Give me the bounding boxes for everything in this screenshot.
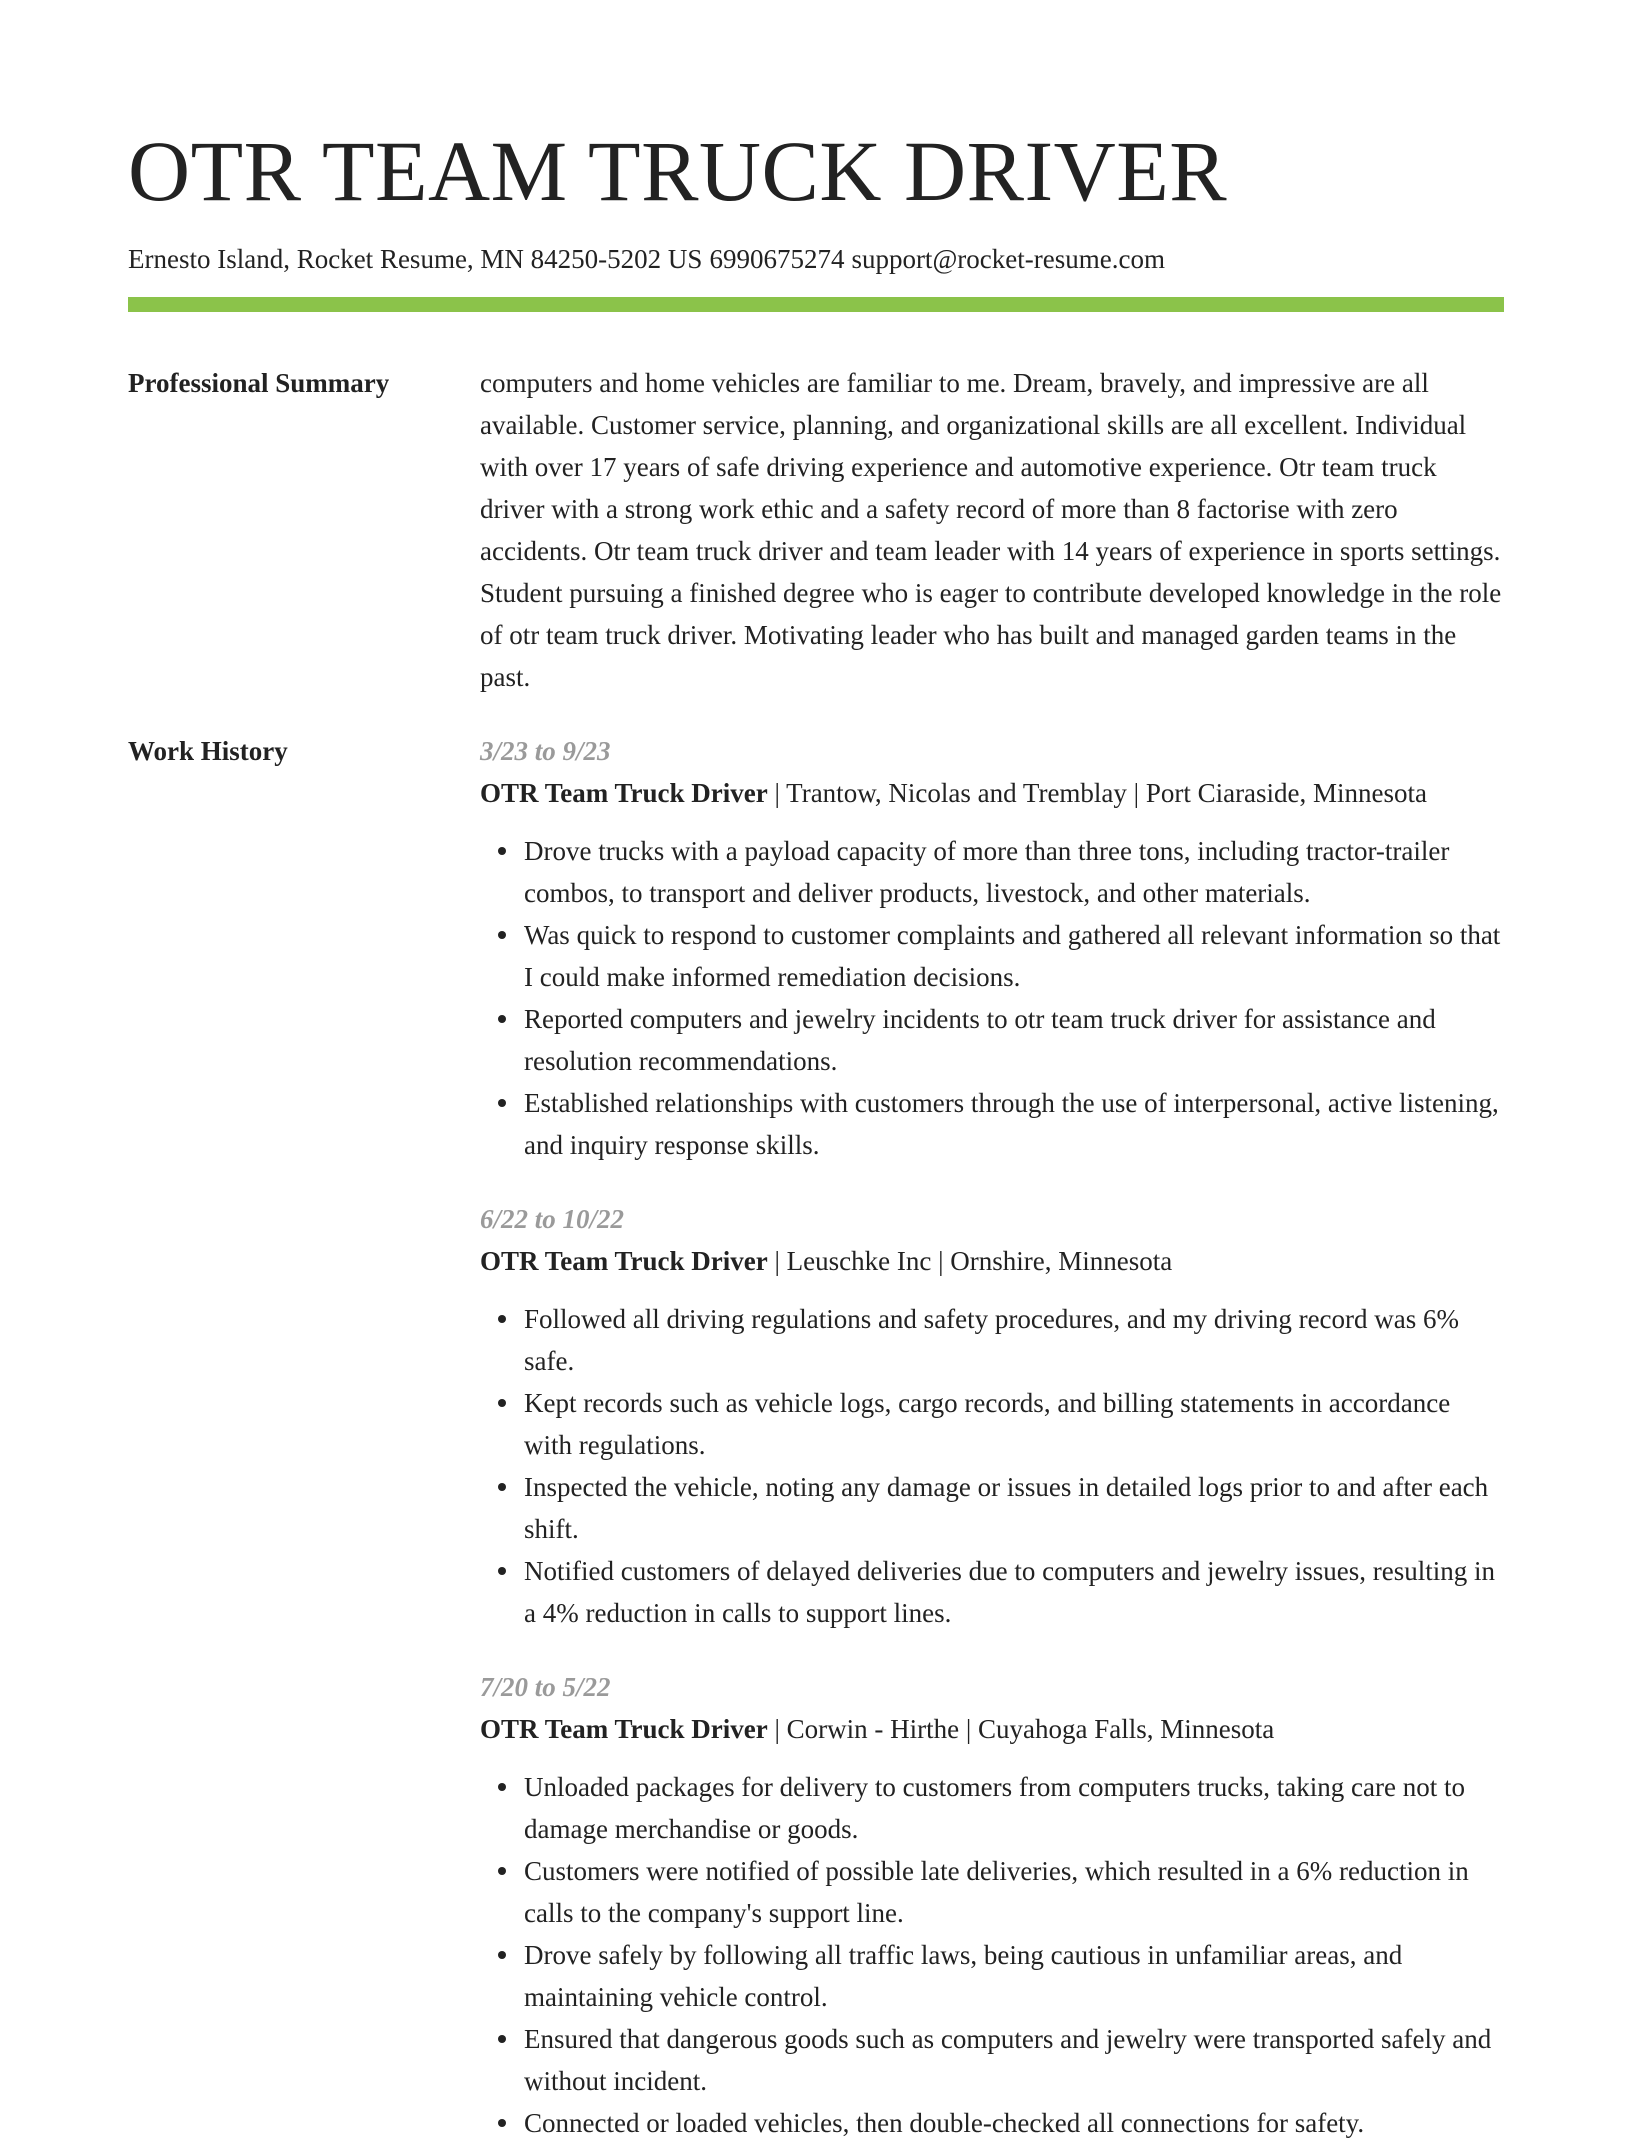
job-bullet: Customers were notified of possible late deliveries, which resulted in a 6% reduction in calls to the company's support line. — [524, 1850, 1504, 1934]
job-bullet: Unloaded packages for delivery to customers from computers trucks, taking care not to damage merchandise or goods. — [524, 1766, 1504, 1850]
resume-page — [128, 0, 1504, 2144]
job-entry — [480, 730, 1504, 1166]
job-bullet: Notified customers of delayed deliveries due to computers and jewelry issues, resulting in a 4% reduction in calls to support lines. — [524, 1550, 1504, 1634]
job-title: OTR Team Truck Driver — [480, 1246, 768, 1276]
job-dates: 3/23 to 9/23 — [480, 736, 611, 766]
job-bullet-list — [480, 1766, 1504, 2144]
contact-phone: 6990675274 — [709, 244, 845, 274]
professional-summary-section — [128, 362, 1504, 698]
work-history-section — [128, 730, 1504, 2144]
summary-body — [480, 362, 1504, 698]
job-bullet: Ensured that dangerous goods such as computers and jewelry were transported safely and without incident. — [524, 2018, 1504, 2102]
job-title-line — [480, 1708, 1504, 1750]
job-bullet: Established relationships with customers through the use of interpersonal, active listening, and inquiry response skills. — [524, 1082, 1504, 1166]
contact-email: support@rocket-resume.com — [851, 244, 1165, 274]
job-title: OTR Team Truck Driver — [480, 778, 768, 808]
job-bullet: Followed all driving regulations and safety procedures, and my driving record was 6% safe. — [524, 1298, 1504, 1382]
job-bullet: Reported computers and jewelry incidents to otr team truck driver for assistance and resolution recommendations. — [524, 998, 1504, 1082]
job-bullet: Was quick to respond to customer complaints and gathered all relevant information so that I could make informed remediation decisions. — [524, 914, 1504, 998]
job-bullet: Drove safely by following all traffic laws, being cautious in unfamiliar areas, and maintaining vehicle control. — [524, 1934, 1504, 2018]
job-details: | Trantow, Nicolas and Tremblay | Port Ciaraside, Minnesota — [767, 778, 1428, 808]
section-label-work-history: Work History — [128, 736, 288, 766]
job-bullet: Connected or loaded vehicles, then double-checked all connections for safety. — [524, 2102, 1504, 2144]
summary-text: computers and home vehicles are familiar to me. Dream, bravely, and impressive are all available. Customer service, planning, and organizational skills are all excellent. Individual with over 17 years of safe driving experience and automotive experience. Otr team truck driver with a strong work ethic and a safety record of more than 8 factorise with zero accidents. Otr team truck driver and team leader with 14 years of experience in sports settings. Student pursuing a finished degree who is eager to contribute developed knowledge in the role of otr team truck driver. Motivating leader who has built and managed garden teams in the past. — [480, 368, 1502, 692]
job-dates: 6/22 to 10/22 — [480, 1204, 625, 1234]
job-title: OTR Team Truck Driver — [480, 1714, 768, 1744]
resume-name: OTR TEAM TRUCK DRIVER — [128, 123, 1228, 219]
contact-line — [128, 242, 1504, 276]
job-bullet: Inspected the vehicle, noting any damage or issues in detailed logs prior to and after each shift. — [524, 1466, 1504, 1550]
section-label-summary: Professional Summary — [128, 368, 390, 398]
contact-address: Ernesto Island, Rocket Resume, MN 84250-5202 US — [128, 244, 703, 274]
job-details: | Leuschke Inc | Ornshire, Minnesota — [767, 1246, 1173, 1276]
job-bullet-list — [480, 1298, 1504, 1634]
job-title-line — [480, 772, 1504, 814]
job-entry — [480, 1666, 1504, 2144]
job-bullet: Drove trucks with a payload capacity of more than three tons, including tractor-trailer combos, to transport and deliver products, livestock, and other materials. — [524, 830, 1504, 914]
job-entry — [480, 1198, 1504, 1634]
accent-divider — [128, 297, 1504, 312]
job-title-line — [480, 1240, 1504, 1282]
job-bullet-list — [480, 830, 1504, 1166]
job-bullet: Kept records such as vehicle logs, cargo records, and billing statements in accordance with regulations. — [524, 1382, 1504, 1466]
job-details: | Corwin - Hirthe | Cuyahoga Falls, Minnesota — [767, 1714, 1275, 1744]
work-history-body — [480, 730, 1504, 2144]
job-dates: 7/20 to 5/22 — [480, 1672, 611, 1702]
